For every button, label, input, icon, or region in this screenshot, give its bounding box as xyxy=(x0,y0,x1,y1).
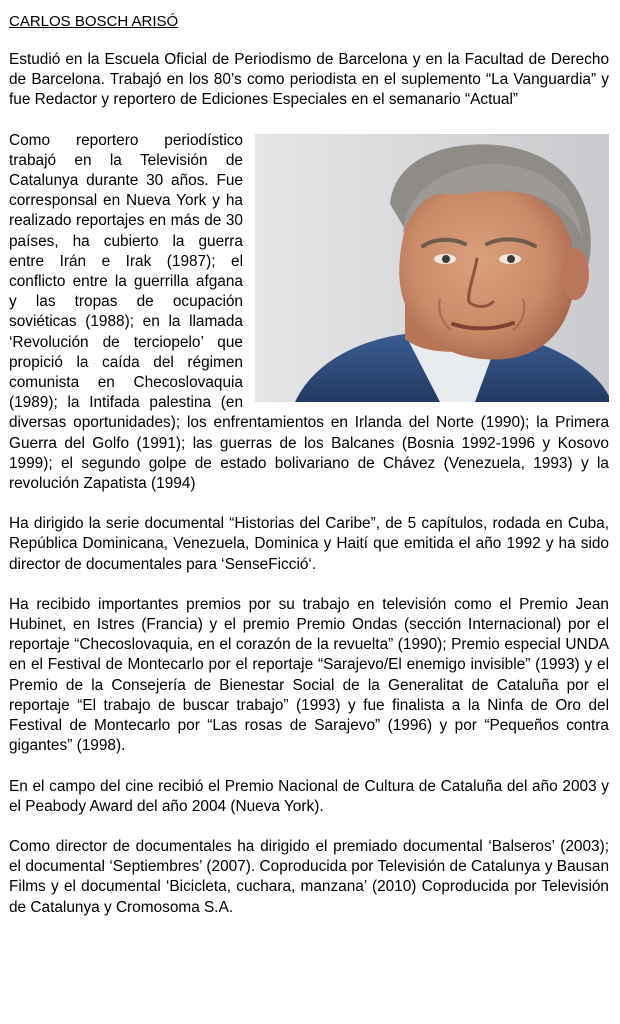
paragraph-reporter: Como reportero periodístico trabajó en la Televisión de Catalunya durante 30 años. Fue corresponsal en Nueva York y ha realizado reportajes en más de 30 países, ha cubierto la guerra entre Irán e Irak (1987); el conflicto entre la guerrilla afgana y las tropas de ocupación soviéticas (1988); en la llamada ‘Revolución de terciopelo’ que propició la caída del régimen comunista en Checoslovaquia (1989); la Intifada palestina (en diversas oportunidades); los enfrentamientos en Irlanda del Norte (1990); la Primera Guerra del Golfo (1991); las guerras de los Balcanes (Bosnia 1992-1996 y Kosovo 1999); el segundo golpe de estado bolivariano de Chávez (Venezuela, 1993) y la revolución Zapatista (1994) xyxy=(9,131,609,493)
paragraph-documentary-series: Ha dirigido la serie documental “Historias del Caribe”, de 5 capítulos, rodada en Cuba, República Dominicana, Venezuela, Dominica y Haití que emitida el año 1992 y ha sido director de documentales para ‘SenseFicció‘. xyxy=(9,515,609,573)
portrait-photo-icon xyxy=(255,134,609,402)
document-page xyxy=(9,12,609,938)
paragraph-education: Estudió en la Escuela Oficial de Periodismo de Barcelona y en la Facultad de Derecho de Barcelona. Trabajó en los 80’s como periodista en el suplemento “La Vanguardia” y fue Redactor y reportero de Ediciones Especiales en el semanario “Actual” xyxy=(9,51,609,109)
paragraph-cinema: En el campo del cine recibió el Premio Nacional de Cultura de Cataluña del año 2003 y el Peabody Award del año 2004 (Nueva York). xyxy=(9,777,609,815)
paragraph-documentaries: Como director de documentales ha dirigido el premiado documental ‘Balseros’ (2003); el documental ‘Septiembres’ (2007). Coproducida por Televisión de Catalunya y Bausan Films y el documental ‘Bicicleta, cuchara, manzana’ (2010) Coproducida por Televisión de Catalunya y Cromosoma S.A. xyxy=(9,837,609,916)
document-title: CARLOS BOSCH ARISÓ xyxy=(9,13,179,30)
paragraph-awards: Ha recibido importantes premios por su trabajo en televisión como el Premio Jean Hubinet, en Istres (Francia) y el premio Premio Ondas (sección Internacional) por el reportaje “Checoslovaquia, en el corazón de la revuelta” (1990); Premio especial UNDA en el Festival de Montecarlo por el reportaje “Sarajevo/El enemigo invisible” (1993) y el Premio de la Consejería de Bienestar Social de la Generalitat de Cataluña por el reportaje “El trabajo de buscar trabajo” (1993) y fue finalista a la Ninfa de Oro del Festival de Montecarlo por “Las rosas de Sarajevo” (1996) y por “Pequeños contra gigantes” (1998). xyxy=(9,595,609,755)
